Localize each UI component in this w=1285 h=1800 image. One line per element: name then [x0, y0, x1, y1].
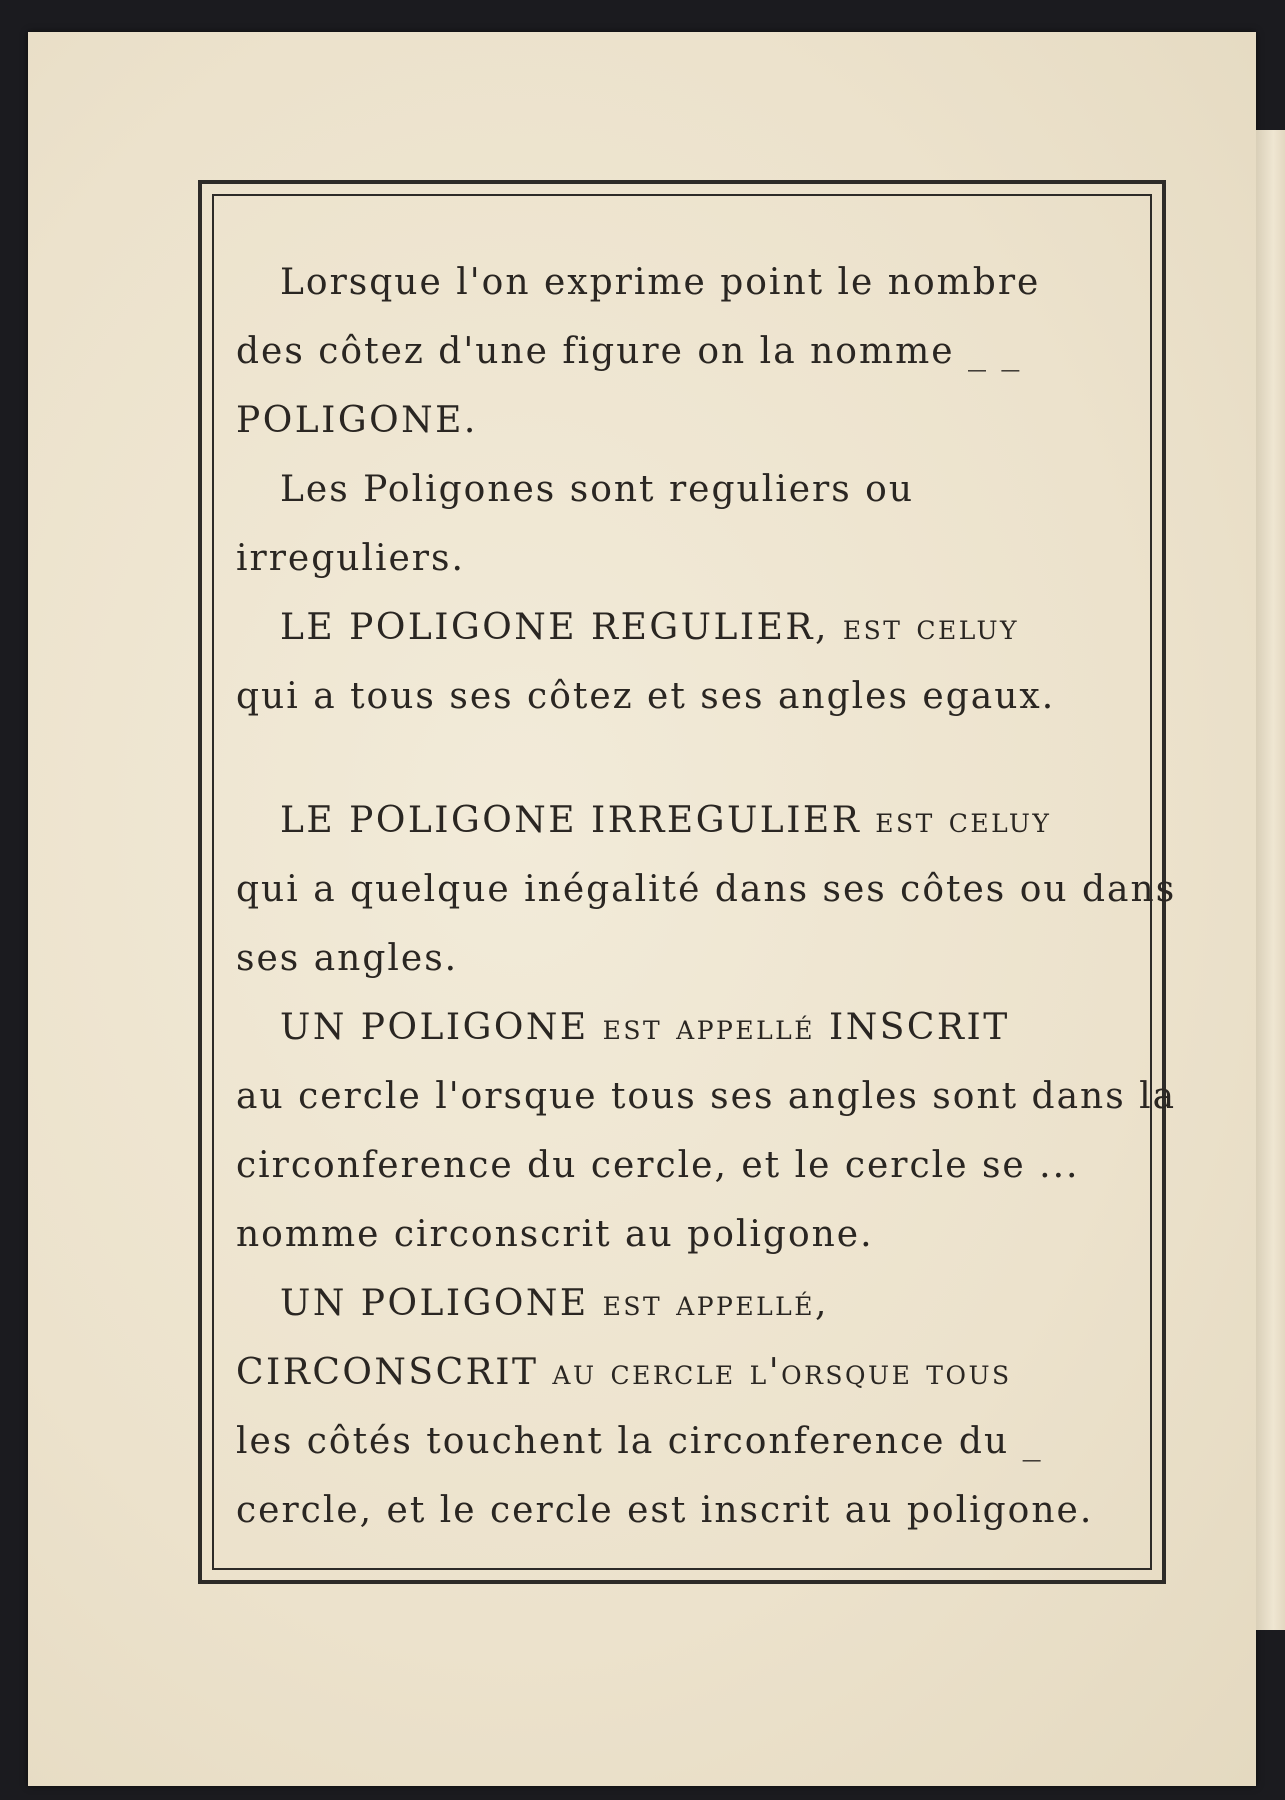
text-line: circonference du cercle, et le cercle se ...: [236, 1145, 1080, 1186]
text-line: les côtés touchent la circonference du _: [236, 1421, 1043, 1462]
text-line: UN POLIGONE est appellé INSCRIT: [280, 1007, 1010, 1048]
text-line: cercle, et le cercle est inscrit au poligone.: [236, 1490, 1094, 1531]
text-line: Lorsque l'on exprime point le nombre: [280, 262, 1041, 303]
text-line: nomme circonscrit au poligone.: [236, 1214, 874, 1255]
text-line: CIRCONSCRIT au cercle l'orsque tous: [236, 1352, 1012, 1393]
text-line: ses angles.: [236, 938, 459, 979]
text-line: irreguliers.: [236, 538, 465, 579]
text-line: des côtez d'une figure on la nomme _ _: [236, 331, 1022, 372]
next-page-edge: [1256, 130, 1285, 1630]
text-line: LE POLIGONE REGULIER, est celuy: [280, 607, 1020, 648]
paragraph-gap: [236, 731, 1116, 786]
text-line: LE POLIGONE IRREGULIER est celuy: [280, 800, 1052, 841]
text-line: au cercle l'orsque tous ses angles sont dans la: [236, 1076, 1177, 1117]
text-line: UN POLIGONE est appellé,: [280, 1283, 829, 1324]
manuscript-text: [236, 248, 1177, 1545]
text-line: Les Poligones sont reguliers ou: [280, 469, 915, 510]
text-line: POLIGONE.: [236, 400, 478, 441]
text-line: qui a quelque inégalité dans ses côtes ou dans: [236, 869, 1177, 910]
text-line: qui a tous ses côtez et ses angles egaux.: [236, 676, 1056, 717]
